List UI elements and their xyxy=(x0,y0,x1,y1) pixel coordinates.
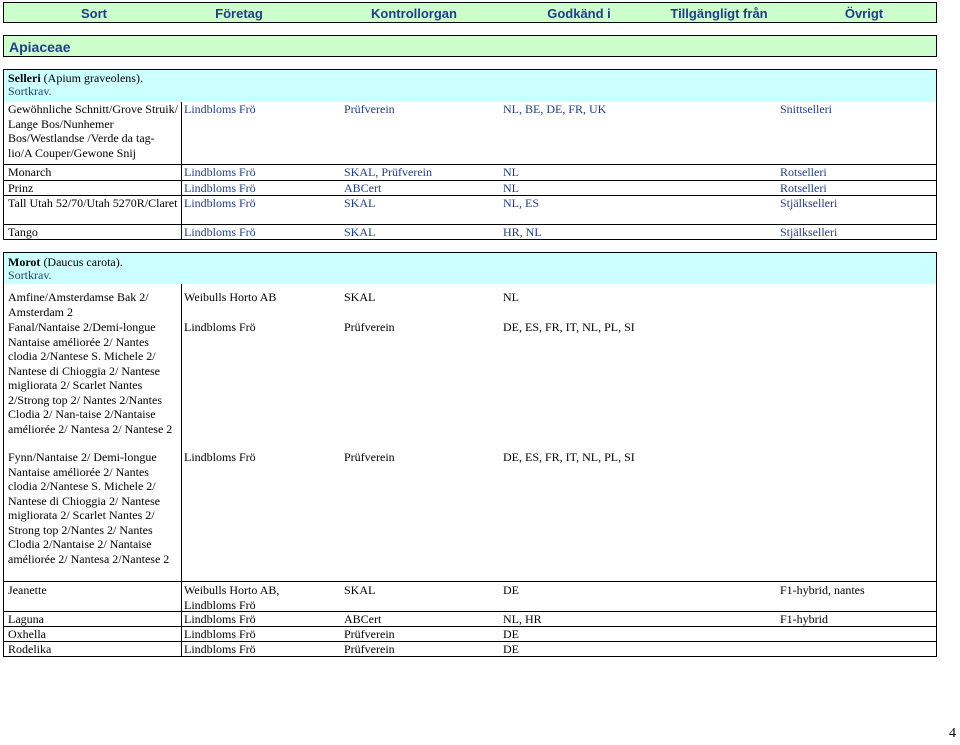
table-row xyxy=(4,626,936,641)
cell-sort: Fanal/Nantaise 2/Demi-longue Nantaise améliorée 2/ Nantes clodia 2/Nantese S. Michele 2/ Nantese di Chioggia 2/ Nantese migliorata 2/ Scarlet Nantes 2/Strong top 2/ Nantes 2/Nantes Clodia 2/ Nan-taise 2/Nantaise améliorée 2/ Nantesa 2/ Nantese 2 xyxy=(8,320,173,436)
table-row xyxy=(4,195,936,225)
cell-foretag: Lindbloms Frö xyxy=(184,181,256,195)
species-latin: (Apium graveolens). xyxy=(43,71,143,85)
cell-foretag: Weibulls Horto AB xyxy=(184,290,277,304)
cell-kontroll: Prüfverein xyxy=(344,627,395,641)
cell-sort: Monarch xyxy=(8,165,52,179)
header-sort[interactable]: Sort xyxy=(81,6,107,21)
table-row xyxy=(4,641,936,656)
cell-sort: Jeanette xyxy=(8,583,47,597)
table-row xyxy=(4,448,936,581)
table-row xyxy=(4,317,936,448)
cell-kontroll: SKAL xyxy=(344,583,376,597)
cell-kontroll: ABCert xyxy=(344,181,382,195)
cell-sort: Laguna xyxy=(8,612,44,626)
family-heading: Apiaceae xyxy=(3,35,937,57)
cell-godkand: NL, ES xyxy=(503,196,539,210)
cell-foretag: Lindbloms Frö xyxy=(184,450,256,464)
species-name: Morot xyxy=(8,255,41,269)
section-morot xyxy=(3,252,937,657)
cell-kontroll: Prüfverein xyxy=(344,642,395,656)
section-band xyxy=(4,70,936,102)
cell-sort: Tango xyxy=(8,225,38,239)
cell-godkand: NL xyxy=(503,165,519,179)
header-foretag[interactable]: Företag xyxy=(215,6,263,21)
cell-godkand: NL, HR xyxy=(503,612,542,626)
cell-foretag: Lindbloms Frö xyxy=(184,612,256,626)
cell-sort: Oxhella xyxy=(8,627,46,641)
cell-foretag: Lindbloms Frö xyxy=(184,225,256,239)
section-band xyxy=(4,253,936,284)
cell-godkand: NL xyxy=(503,290,519,304)
cell-sort: Prinz xyxy=(8,181,34,195)
cell-sort: Rodelika xyxy=(8,642,52,656)
cell-foretag: Lindbloms Frö xyxy=(184,196,256,210)
sortkrav-link[interactable]: Sortkrav. xyxy=(8,84,52,98)
table-row xyxy=(4,164,936,180)
cell-godkand: DE xyxy=(503,583,519,597)
header-kontrollorgan[interactable]: Kontrollorgan xyxy=(371,6,457,21)
cell-godkand: DE, ES, FR, IT, NL, PL, SI xyxy=(503,320,635,334)
cell-ovrigt: Snittselleri xyxy=(780,102,832,116)
header-tillganglig[interactable]: Tillgängligt från xyxy=(670,6,768,21)
cell-godkand: DE xyxy=(503,642,519,656)
cell-kontroll: Prüfverein xyxy=(344,450,395,464)
cell-kontroll: Prüfverein xyxy=(344,102,395,116)
cell-kontroll: SKAL xyxy=(344,196,376,210)
cell-foretag: Lindbloms Frö xyxy=(184,102,256,116)
table-row xyxy=(4,224,936,239)
header-ovrigt[interactable]: Övrigt xyxy=(844,6,884,21)
table-row xyxy=(4,611,936,626)
sortkrav-link[interactable]: Sortkrav. xyxy=(8,268,52,282)
cell-kontroll: ABCert xyxy=(344,612,382,626)
cell-kontroll: SKAL, Prüfverein xyxy=(344,165,432,179)
cell-godkand: DE xyxy=(503,627,519,641)
cell-ovrigt: F1-hybrid, nantes xyxy=(780,583,865,597)
cell-kontroll: Prüfverein xyxy=(344,320,395,334)
column-header-bar xyxy=(3,2,937,23)
cell-ovrigt: F1-hybrid xyxy=(780,612,828,626)
header-godkand[interactable]: Godkänd i xyxy=(547,6,611,21)
cell-godkand: NL, BE, DE, FR, UK xyxy=(503,102,607,116)
cell-ovrigt: Stjälkselleri xyxy=(780,196,838,210)
cell-godkand: NL xyxy=(503,181,519,195)
cell-sort: Fynn/Nantaise 2/ Demi-longue Nantaise améliorée 2/ Nantes clodia 2/Nantese S. Michele 2/ Nantese di Chioggia 2/ Nantese migliorata 2/ Scarlet Nantes 2/ Strong top 2/Nantes 2/ Nantes Clodia 2/Nantaise 2/ Nantaise améliorée 2/ Nantesa 2/Nantese 2 xyxy=(8,450,170,566)
cell-godkand: HR, NL xyxy=(503,225,542,239)
cell-sort: Amfine/Amsterdamse Bak 2/ Amsterdam 2 xyxy=(8,290,149,319)
cell-kontroll: SKAL xyxy=(344,225,376,239)
cell-ovrigt: Rotselleri xyxy=(780,181,827,195)
cell-ovrigt: Stjälkselleri xyxy=(780,225,838,239)
species-latin: (Daucus carota). xyxy=(43,255,123,269)
section-selleri xyxy=(3,69,937,240)
species-name: Selleri xyxy=(8,71,41,85)
cell-godkand: DE, ES, FR, IT, NL, PL, SI xyxy=(503,450,635,464)
cell-foretag: Lindbloms Frö xyxy=(184,642,256,656)
cell-ovrigt: Rotselleri xyxy=(780,165,827,179)
cell-foretag: Lindbloms Frö xyxy=(184,320,256,334)
table-row xyxy=(4,284,936,317)
table-row xyxy=(4,581,936,611)
page-number: 4 xyxy=(949,726,956,741)
cell-sort: Gewöhnliche Schnitt/Grove Struik/ Lange Bos/Nunhemer Bos/Westlandse /Verde da tag-lio/A Couper/Gewone Snij xyxy=(8,102,178,160)
cell-foretag: Lindbloms Frö xyxy=(184,627,256,641)
table-row xyxy=(4,180,936,196)
table-row xyxy=(4,102,936,171)
cell-foretag: Lindbloms Frö xyxy=(184,165,256,179)
cell-sort: Tall Utah 52/70/Utah 5270R/Claret xyxy=(8,196,178,210)
cell-foretag: Weibulls Horto AB, Lindbloms Frö xyxy=(184,583,280,612)
cell-kontroll: SKAL xyxy=(344,290,376,304)
